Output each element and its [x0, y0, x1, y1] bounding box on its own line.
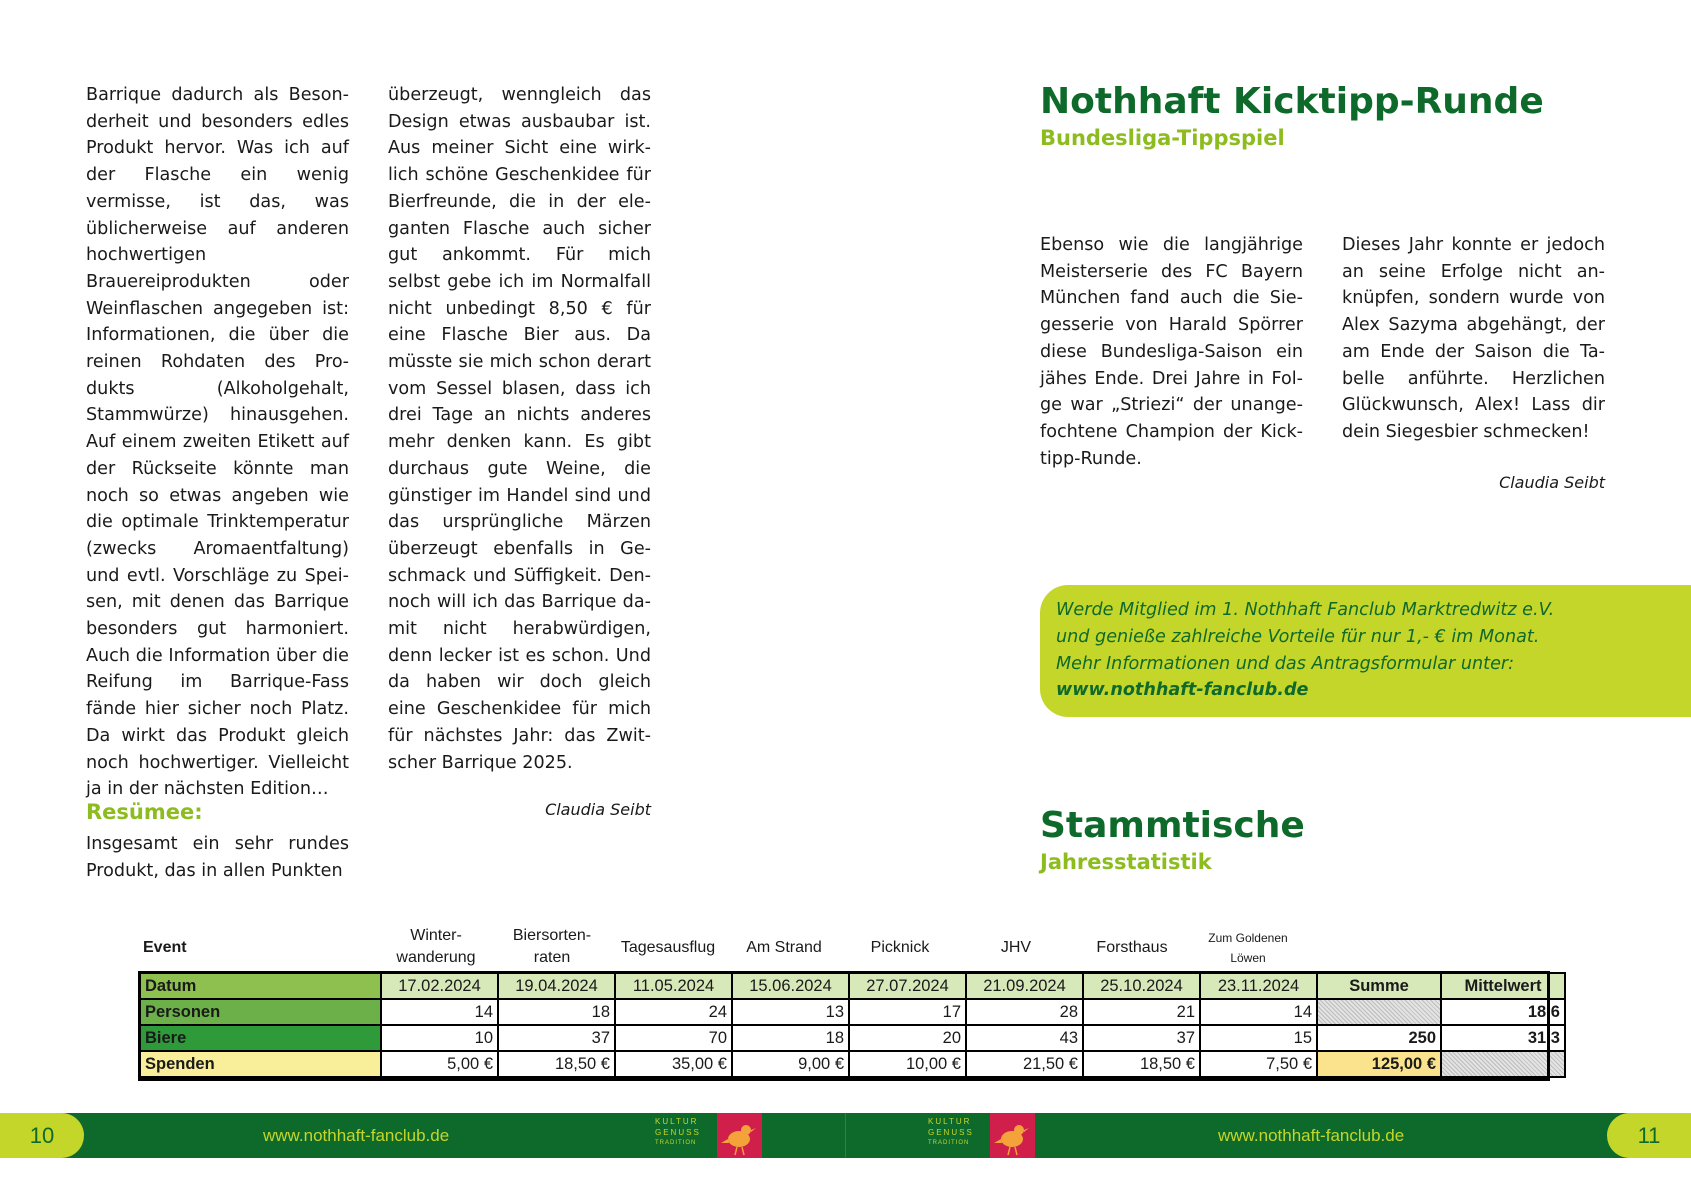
resume-paragraph: Insgesamt ein sehr rundes Produkt, das in allen Punkten [86, 834, 349, 881]
table-cell: 7,50 € [1200, 1051, 1317, 1077]
event-header [1074, 937, 1190, 959]
article-signature: Claudia Seibt [545, 800, 651, 819]
event-header [378, 925, 494, 969]
kicktipp-column-1 [1040, 232, 1303, 472]
table-cell: 15 [1200, 1025, 1317, 1051]
avg-cell: 31,3 [1441, 1025, 1565, 1051]
table-cell: 18,50 € [498, 1051, 615, 1077]
table-cell: 21,50 € [966, 1051, 1083, 1077]
event-header-line: Zum Goldenen [1208, 931, 1288, 945]
event-header-line: Tagesausflug [620, 939, 716, 956]
event-header [610, 937, 726, 959]
event-header-line: Winter- [410, 927, 462, 944]
kicktipp-signature: Claudia Seibt [1499, 473, 1605, 492]
table-cell: 17 [849, 999, 966, 1025]
page-number-left: 10 [0, 1113, 84, 1158]
logo-line-1: KULTUR [655, 1117, 699, 1126]
kicktipp-paragraph: Dieses Jahr konnte er jedoch an seine Erfolge nicht anknüpfen, sondern wurde von Alex Sazyma abgehängt, der am Ende der Saison die Tabelle anführte. Herzlichen Glückwunsch, Alex! Lass dir dein Siegesbier schmecken! [1342, 235, 1605, 442]
event-header-line: Biersorten- [512, 927, 592, 944]
table-cell: 21 [1083, 999, 1200, 1025]
callout-line-2: und genieße zahlreiche Vorteile für nur 1,- € im Monat. [1056, 626, 1540, 647]
sum-cell [1317, 999, 1441, 1025]
logo-text [655, 1116, 715, 1149]
event-header-line: raten [533, 949, 571, 966]
table-row-personen [140, 999, 1565, 1025]
avg-cell: Mittelwert [1441, 973, 1565, 999]
table-cell: 21.09.2024 [966, 973, 1083, 999]
table-cell: 18,50 € [1083, 1051, 1200, 1077]
article-paragraph: Barrique dadurch als Besonderheit und besonders edles Produkt hervor. Was ich auf der Flasche ein wenig vermisse, ist das, was üblicherweise auf anderen hochwertigen Brauereiprodukten oder Weinflaschen angegeben ist: Informationen, die über die reinen Rohdaten des Produkts (Alkoholgehalt, Stammwürze) hinausgehen. Auf einem zweiten Etikett auf der Rückseite könnte man noch so etwas angeben wie die optimale Trinktemperatur (zwecks Aromaentfaltung) und evtl. Vorschläge zu Speisen, mit denen das Barrique besonders gut harmoniert. Auch die Information über die Reifung im Barrique-Fass fände hier sicher noch Platz. Da wirkt das Produkt gleich noch hochwertiger. Vielleicht ja in der nächsten Edition… [86, 85, 349, 800]
table-cell: 10 [381, 1025, 498, 1051]
resume-heading: Resümee: [86, 800, 203, 824]
footer-divider [845, 1113, 846, 1158]
table-cell: 9,00 € [732, 1051, 849, 1077]
bird-icon-svg [717, 1113, 762, 1158]
bird-icon-svg [990, 1113, 1035, 1158]
row-label: Datum [140, 973, 381, 999]
table-cell: 18 [732, 1025, 849, 1051]
kicktipp-paragraph: Ebenso wie die langjährige Meisterserie des FC Bayern München fand auch die Siegesserie von Harald Spörrer diese Bundesliga-Saison ein jähes Ende. Drei Jahre in Folge war „Striezi“ der unangefochtene Champion der Kicktipp-Runde. [1040, 235, 1303, 469]
table-cell: 15.06.2024 [732, 973, 849, 999]
table-cell: 24 [615, 999, 732, 1025]
kultur-genuss-logo-right [926, 1113, 1039, 1158]
event-header [842, 937, 958, 959]
event-header [958, 937, 1074, 959]
bird-icon [990, 1113, 1035, 1158]
callout-url-link[interactable]: www.nothhaft-fanclub.de [1056, 680, 1309, 701]
sum-cell: 125,00 € [1317, 1051, 1441, 1077]
stammtische-subtitle: Jahresstatistik [1040, 850, 1212, 874]
stats-table [139, 972, 1566, 1078]
sum-cell: 250 [1317, 1025, 1441, 1051]
kicktipp-title: Nothhaft Kicktipp-Runde [1040, 81, 1544, 122]
footer-url-right[interactable]: www.nothhaft-fanclub.de [1218, 1126, 1405, 1145]
logo-line-3: TRADITION [928, 1140, 970, 1146]
event-header [494, 925, 610, 969]
sum-cell: Summe [1317, 973, 1441, 999]
row-label: Personen [140, 999, 381, 1025]
kicktipp-column-2 [1342, 232, 1605, 446]
table-cell: 43 [966, 1025, 1083, 1051]
article-column-1 [86, 82, 349, 803]
table-row-datum [140, 973, 1565, 999]
table-cell: 11.05.2024 [615, 973, 732, 999]
event-header-line: wanderung [396, 949, 476, 966]
row-label: Biere [140, 1025, 381, 1051]
table-cell: 5,00 € [381, 1051, 498, 1077]
membership-callout-text [1056, 597, 1604, 704]
kultur-genuss-logo-left [653, 1113, 766, 1158]
table-cell: 23.11.2024 [1200, 973, 1317, 999]
table-cell: 25.10.2024 [1083, 973, 1200, 999]
avg-cell [1441, 1051, 1565, 1077]
table-cell: 27.07.2024 [849, 973, 966, 999]
table-cell: 70 [615, 1025, 732, 1051]
table-cell: 14 [381, 999, 498, 1025]
table-cell: 17.02.2024 [381, 973, 498, 999]
logo-text [928, 1116, 988, 1149]
article-column-2 [388, 82, 651, 776]
logo-line-2: GENUSS [928, 1128, 974, 1137]
table-row-spenden [140, 1051, 1565, 1077]
table-cell: 28 [966, 999, 1083, 1025]
event-header [1190, 928, 1306, 968]
logo-line-3: TRADITION [655, 1140, 697, 1146]
table-cell: 20 [849, 1025, 966, 1051]
event-header-line: JHV [1000, 939, 1032, 956]
table-cell: 19.04.2024 [498, 973, 615, 999]
event-header-line: Forsthaus [1096, 939, 1168, 956]
table-cell: 37 [1083, 1025, 1200, 1051]
row-label: Spenden [140, 1051, 381, 1077]
stammtische-title: Stammtische [1040, 805, 1305, 846]
event-header-line: Picknick [870, 939, 930, 956]
footer-url-left[interactable]: www.nothhaft-fanclub.de [263, 1126, 450, 1145]
table-cell: 13 [732, 999, 849, 1025]
avg-cell: 18,6 [1441, 999, 1565, 1025]
event-label: Event [143, 939, 187, 956]
table-cell: 18 [498, 999, 615, 1025]
event-header-line: Am Strand [746, 939, 822, 956]
article-paragraph: überzeugt, wenngleich das Design etwas ausbaubar ist. Aus meiner Sicht eine wirklich schöne Geschenkidee für Bierfreunde, die in der eleganten Flasche auch sicher gut ankommt. Für mich selbst gebe ich im Normalfall nicht unbedingt 8,50 € für eine Flasche Bier aus. Da müsste sie mich schon derart vom Sessel blasen, dass ich drei Tage an nichts anderes mehr denken kann. Es gibt durchaus gute Weine, die günstiger im Handel sind und das ursprüngliche Märzen überzeugt ebenfalls in Geschmack und Süffigkeit. Dennoch will ich das Barrique damit nicht herabwürdigen, denn lecker ist es schon. Und da haben wir doch gleich eine Geschenkidee für mich für nächstes Jahr: das Zwitscher Barrique 2025. [388, 85, 651, 773]
kicktipp-subtitle: Bundesliga-Tippspiel [1040, 126, 1285, 150]
event-header-line: Löwen [1230, 951, 1266, 965]
table-cell: 14 [1200, 999, 1317, 1025]
table-cell: 35,00 € [615, 1051, 732, 1077]
callout-line-1: Werde Mitglied im 1. Nothhaft Fanclub Marktredwitz e.V. [1056, 600, 1555, 620]
event-header [726, 937, 842, 959]
page-number-right: 11 [1607, 1113, 1691, 1158]
table-cell: 37 [498, 1025, 615, 1051]
logo-line-2: GENUSS [655, 1128, 701, 1137]
table-cell: 10,00 € [849, 1051, 966, 1077]
callout-line-3: Mehr Informationen und das Antragsformular unter: [1056, 653, 1515, 674]
table-row-biere [140, 1025, 1565, 1051]
resume-text [86, 831, 349, 884]
bird-icon [717, 1113, 762, 1158]
logo-line-1: KULTUR [928, 1117, 972, 1126]
